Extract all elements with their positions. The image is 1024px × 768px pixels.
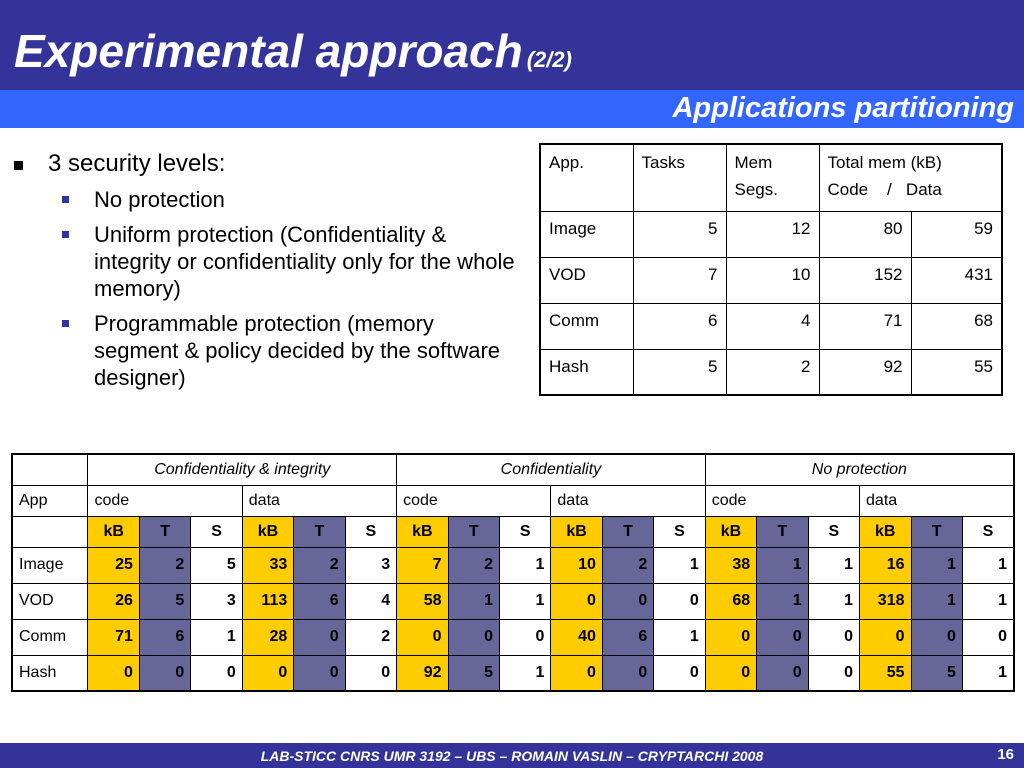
header-total-mem: Total mem (kB) Code / Data xyxy=(819,144,1002,211)
table-cell: 0 xyxy=(705,655,756,691)
table-cell: 0 xyxy=(808,619,859,655)
table-cell: 6 xyxy=(139,619,190,655)
unit-header: T xyxy=(602,516,653,547)
table-cell: 1 xyxy=(808,547,859,583)
table-cell: 0 xyxy=(294,655,345,691)
table-cell: 5 xyxy=(911,655,962,691)
table-cell: 4 xyxy=(345,583,396,619)
footer-text: LAB-STICC CNRS UMR 3192 – UBS – ROMAIN VASLIN – CRYPTARCHI 2008 xyxy=(260,748,764,764)
table-cell: 5 xyxy=(191,547,242,583)
table-cell: 0 xyxy=(242,655,293,691)
security-table xyxy=(11,453,1015,692)
unit-header: S xyxy=(654,516,705,547)
slide-title-suffix: (2/2) xyxy=(526,47,572,72)
table-cell: 0 xyxy=(602,655,653,691)
unit-header: T xyxy=(448,516,499,547)
table-cell: 1 xyxy=(911,583,962,619)
code-header: code xyxy=(705,485,859,516)
table-row: VOD 7 10 152 431 xyxy=(540,257,1002,303)
footer-bar xyxy=(0,743,1024,768)
app-header: App xyxy=(12,485,88,516)
table-cell: 3 xyxy=(191,583,242,619)
table-cell: 0 xyxy=(602,583,653,619)
unit-header: S xyxy=(499,516,550,547)
data-header: data xyxy=(860,485,1014,516)
unit-header: kB xyxy=(860,516,911,547)
table-cell: 0 xyxy=(911,619,962,655)
unit-header: T xyxy=(757,516,808,547)
row-app-label: VOD xyxy=(12,583,88,619)
table-cell: 5 xyxy=(448,655,499,691)
table-cell: 0 xyxy=(499,619,550,655)
table-cell: 1 xyxy=(654,619,705,655)
table-cell: 58 xyxy=(397,583,448,619)
unit-header: T xyxy=(294,516,345,547)
page-number: 16 xyxy=(997,746,1014,763)
bullet-sub: Uniform protection (Confidentiality & integrity or confidentiality only for the whole memory) xyxy=(12,221,522,302)
table-row: Hash 5 2 92 55 xyxy=(540,349,1002,395)
code-header: code xyxy=(88,485,242,516)
title-bar xyxy=(0,0,1024,90)
table-cell: 0 xyxy=(962,619,1014,655)
table-cell: 0 xyxy=(191,655,242,691)
row-app-label: Hash xyxy=(12,655,88,691)
app-table xyxy=(539,143,1003,396)
unit-header: S xyxy=(191,516,242,547)
bullet-sub: Programmable protection (memory segment & policy decided by the software designer) xyxy=(12,310,522,391)
table-row xyxy=(12,655,1014,691)
slide-title: Experimental approach (2/2) xyxy=(14,25,572,77)
table-cell: 40 xyxy=(551,619,602,655)
row-app-label: Image xyxy=(12,547,88,583)
table-cell: 1 xyxy=(757,583,808,619)
table-cell: 1 xyxy=(191,619,242,655)
bullet-main: 3 security levels: xyxy=(12,150,522,178)
table-cell: 2 xyxy=(602,547,653,583)
table-cell: 92 xyxy=(397,655,448,691)
table-cell: 0 xyxy=(654,655,705,691)
table-cell: 16 xyxy=(860,547,911,583)
table-cell: 26 xyxy=(88,583,139,619)
table-cell: 3 xyxy=(345,547,396,583)
table-row xyxy=(12,619,1014,655)
table-cell: 28 xyxy=(242,619,293,655)
table-cell: 0 xyxy=(860,619,911,655)
table-cell: 1 xyxy=(911,547,962,583)
table-cell: 0 xyxy=(345,655,396,691)
empty-cell xyxy=(12,454,88,485)
table-cell: 68 xyxy=(705,583,756,619)
slide-subtitle: Applications partitioning xyxy=(672,92,1014,124)
table-cell: 0 xyxy=(448,619,499,655)
table-cell: 0 xyxy=(139,655,190,691)
table-row xyxy=(12,583,1014,619)
table-cell: 2 xyxy=(294,547,345,583)
table-cell: 71 xyxy=(88,619,139,655)
data-header: data xyxy=(551,485,705,516)
table-cell: 2 xyxy=(345,619,396,655)
table-cell: 25 xyxy=(88,547,139,583)
table-cell: 10 xyxy=(551,547,602,583)
table-cell: 5 xyxy=(139,583,190,619)
subtitle-bar xyxy=(0,90,1024,128)
table-cell: 2 xyxy=(139,547,190,583)
unit-header: T xyxy=(911,516,962,547)
header-app: App. xyxy=(540,144,633,211)
table-cell: 1 xyxy=(499,655,550,691)
unit-header: kB xyxy=(705,516,756,547)
table-cell: 7 xyxy=(397,547,448,583)
table-cell: 0 xyxy=(551,583,602,619)
group-header: Confidentiality xyxy=(397,454,706,485)
table-cell: 1 xyxy=(448,583,499,619)
row-app-label: Comm xyxy=(12,619,88,655)
unit-header: S xyxy=(808,516,859,547)
unit-header: kB xyxy=(397,516,448,547)
group-header: Confidentiality & integrity xyxy=(88,454,397,485)
table-cell: 0 xyxy=(294,619,345,655)
bullet-list xyxy=(12,150,522,391)
bullet-sub: No protection xyxy=(12,186,522,213)
table-cell: 1 xyxy=(499,583,550,619)
group-header: No protection xyxy=(705,454,1014,485)
table-cell: 0 xyxy=(808,655,859,691)
table-cell: 1 xyxy=(962,655,1014,691)
table-cell: 0 xyxy=(757,655,808,691)
unit-header: S xyxy=(345,516,396,547)
table-cell: 1 xyxy=(962,583,1014,619)
code-header: code xyxy=(397,485,551,516)
table-cell: 318 xyxy=(860,583,911,619)
table-cell: 6 xyxy=(294,583,345,619)
unit-header: kB xyxy=(242,516,293,547)
unit-header: T xyxy=(139,516,190,547)
table-cell: 1 xyxy=(654,547,705,583)
empty-cell xyxy=(12,516,88,547)
table-cell: 6 xyxy=(602,619,653,655)
table-cell: 0 xyxy=(705,619,756,655)
table-row xyxy=(12,547,1014,583)
unit-header: kB xyxy=(551,516,602,547)
table-cell: 0 xyxy=(88,655,139,691)
table-cell: 1 xyxy=(808,583,859,619)
data-header: data xyxy=(242,485,396,516)
table-cell: 2 xyxy=(448,547,499,583)
unit-header: S xyxy=(962,516,1014,547)
table-cell: 55 xyxy=(860,655,911,691)
header-mem: Mem Segs. xyxy=(726,144,819,211)
table-cell: 0 xyxy=(654,583,705,619)
table-cell: 33 xyxy=(242,547,293,583)
table-cell: 0 xyxy=(551,655,602,691)
table-cell: 1 xyxy=(962,547,1014,583)
table-cell: 1 xyxy=(499,547,550,583)
table-cell: 0 xyxy=(757,619,808,655)
table-cell: 1 xyxy=(757,547,808,583)
table-cell: 113 xyxy=(242,583,293,619)
unit-header: kB xyxy=(88,516,139,547)
table-cell: 38 xyxy=(705,547,756,583)
table-cell: 0 xyxy=(397,619,448,655)
table-row: Comm 6 4 71 68 xyxy=(540,303,1002,349)
header-tasks: Tasks xyxy=(633,144,726,211)
table-row: Image 5 12 80 59 xyxy=(540,211,1002,257)
